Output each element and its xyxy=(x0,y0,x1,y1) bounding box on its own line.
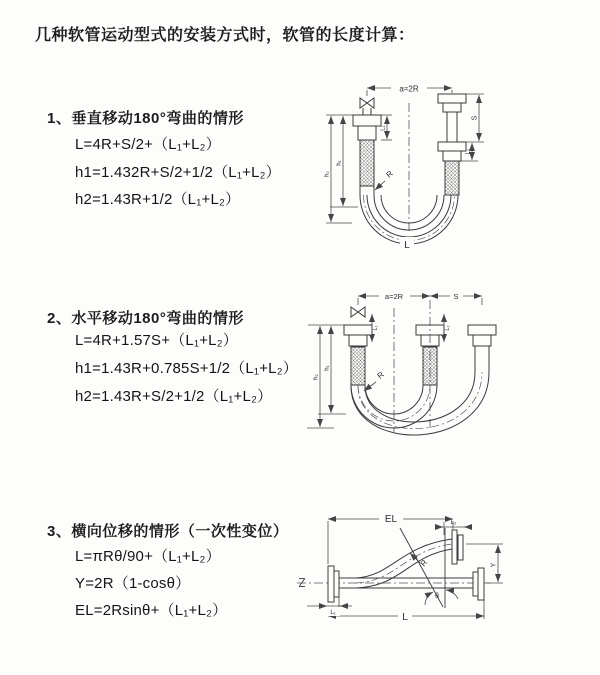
formula-line: Y=2R（1-cosθ） xyxy=(75,575,191,592)
dim-label-l1: L₁ xyxy=(380,125,387,131)
formula-line: L=4R+S/2+（L₁+L₂） xyxy=(75,136,221,153)
diagram-lateral-displacement xyxy=(290,500,595,650)
dim-label-h2: h₂ xyxy=(313,374,320,380)
dim-label-s: S xyxy=(453,292,459,301)
section-3-heading: 3、横向位移的情形（一次性变位） xyxy=(47,523,289,540)
formula-line: L=4R+1.57S+（L₁+L₂） xyxy=(75,332,238,349)
dim-label-el: EL xyxy=(384,514,398,525)
u-hose-two-positions xyxy=(351,369,489,435)
section-2-heading: 2、水平移动180°弯曲的情形 xyxy=(47,310,244,327)
dim-label-s: S xyxy=(471,115,479,121)
left-flange xyxy=(353,108,381,186)
dim-label-h1: h₁ xyxy=(336,160,343,166)
dimension-lines xyxy=(307,296,482,428)
formula-line: EL=2Rsinθ+（L₁+L₂） xyxy=(75,602,228,619)
dim-label-theta: θ xyxy=(435,593,439,600)
formula-line: L=πRθ/90+（L₁+L₂） xyxy=(75,548,221,565)
axis-mark xyxy=(299,579,305,587)
dim-label-a2r: a=2R xyxy=(384,292,404,301)
diagram-horizontal-180-bend xyxy=(295,282,585,462)
dim-label-l1: L₁ xyxy=(373,325,379,331)
formula-line: h1=1.432R+S/2+1/2（L₁+L₂） xyxy=(75,164,281,181)
flanges xyxy=(344,325,496,385)
valve-symbol xyxy=(351,307,365,317)
dim-label-l: L xyxy=(402,612,408,623)
flanges xyxy=(328,530,484,602)
page-title: 几种软管运动型式的安装方式时，软管的长度计算： xyxy=(35,27,415,44)
dim-label-r: R xyxy=(375,369,386,381)
dim-label-l1: L₁ xyxy=(330,610,336,616)
formula-line: h2=1.43R+1/2（L₁+L₂） xyxy=(75,191,241,208)
diagram-vertical-180-bend xyxy=(295,70,585,255)
valve-symbol xyxy=(360,98,374,108)
dim-label-r: R xyxy=(384,168,395,180)
dim-label-y: Y xyxy=(490,562,498,568)
dim-label-h2: h₂ xyxy=(324,171,331,177)
hose-displaced-s-curve xyxy=(356,539,452,588)
dim-label-l2: L₂ xyxy=(465,148,472,155)
dimension-lines xyxy=(307,519,503,619)
formula-line: h1=1.43R+0.785S+1/2（L₁+L₂） xyxy=(75,360,298,377)
section-1-heading: 1、垂直移动180°弯曲的情形 xyxy=(47,110,244,127)
dim-label-l2: L₂ xyxy=(450,520,457,526)
dim-label-r: R xyxy=(418,558,430,569)
right-flange-two-positions xyxy=(438,94,466,195)
dim-label-a2r: a=2R xyxy=(399,84,419,94)
dim-label-l2: L₂ xyxy=(445,325,451,331)
dim-label-l: L xyxy=(404,240,410,251)
formula-line: h2=1.43R+S/2+1/2（L₁+L₂） xyxy=(75,388,273,405)
dim-label-h1: h₁ xyxy=(324,365,331,371)
